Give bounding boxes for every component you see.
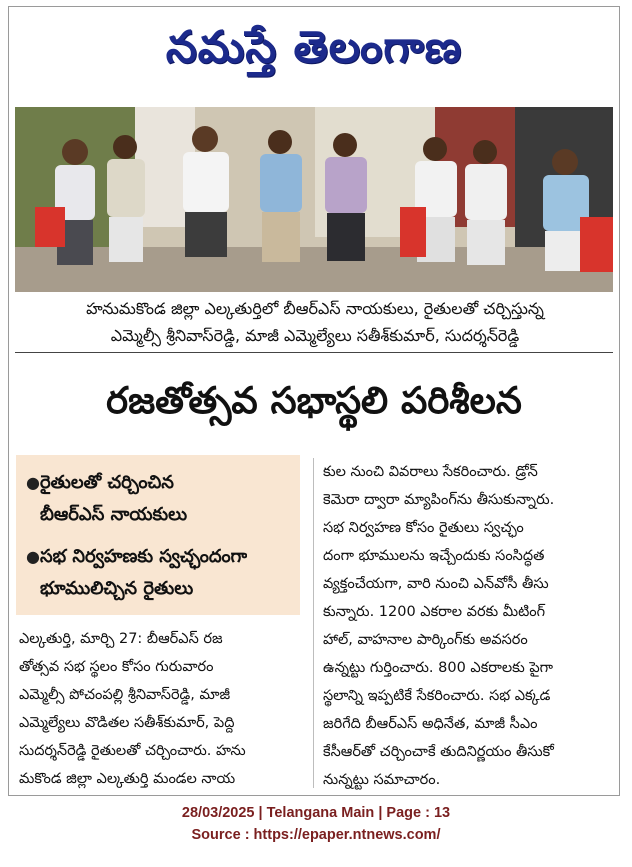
article-line: స్థలాన్ని ఇప్పటికే సేకరించారు. సభ ఎక్కడ (323, 688, 551, 704)
article-line: ఎమ్మెల్సీ పోచంపల్లి శ్రీనివాస్‌రెడ్డి, మాజీ (19, 687, 231, 703)
footer-source-link[interactable]: Source : https://epaper.ntnews.com/ (191, 827, 441, 843)
article-line: ఎమ్మెల్యేలు వొడితల సతీశ్‌కుమార్, పెద్ది (19, 715, 235, 731)
article-line: హాల్, వాహనాల పార్కింగ్‌కు అవసరం (323, 632, 528, 648)
article-line: తోత్సవ సభ స్థలం కోసం గురువారం (19, 659, 214, 675)
highlight-line: సభ నిర్వహణకు స్వచ్ఛందంగా (40, 546, 248, 567)
article-line: జరిగేది బీఆర్ఎస్ అధినేత, మాజీ సీఎం (323, 716, 538, 732)
article-line: ఎల్కతుర్తి, మార్చి 27: బీఆర్ఎస్ రజ (19, 631, 223, 647)
highlight-item (26, 541, 288, 605)
photo-caption (19, 295, 611, 349)
article-line: కేసీఆర్‌తో చర్చించాకే తుదినిర్ణయం తీసుకో (323, 744, 554, 760)
highlight-box (16, 455, 300, 615)
masthead-title: నమస్తే తెలంగాణ (165, 22, 463, 73)
column-divider (313, 458, 314, 788)
article-line: కున్నారు. 1200 ఎకరాల వరకు మీటింగ్ (323, 604, 546, 620)
news-photo (15, 107, 613, 292)
article-line: సుదర్శన్‌రెడ్డి రైతులతో చర్చించారు. హను (19, 743, 246, 759)
highlight-item (26, 467, 288, 531)
divider (15, 352, 613, 353)
bullet-icon: ● (26, 473, 40, 492)
footer (0, 802, 632, 846)
news-photo-illustration (15, 107, 613, 292)
headline: రజతోత్సవ సభాస్థలి పరిశీలన (106, 379, 522, 422)
footer-date-page: 28/03/2025 | Telangana Main | Page : 13 (181, 805, 451, 821)
article-line: ఉన్నట్టు గుర్తించారు. 800 ఎకరాలకు పైగా (323, 660, 554, 676)
highlight-line: బీఆర్ఎస్ నాయకులు (40, 504, 188, 525)
newspaper-clipping (8, 6, 620, 796)
highlight-line: భూములిచ్చిన రైతులు (40, 578, 194, 599)
article-line: సభ నిర్వహణ కోసం రైతులు స్వచ్ఛం (323, 520, 524, 536)
article-line: నున్నట్టు సమాచారం. (323, 772, 441, 788)
article-column-right (323, 458, 613, 794)
article-line: కెమెరా ద్వారా మ్యాపింగ్‌ను తీసుకున్నారు. (323, 492, 555, 508)
article-line: వ్యక్తంచేయగా, వారి నుంచి ఎన్‌వోసీ తీసు (323, 576, 549, 592)
article-line: కుల నుంచి వివరాలు సేకరించారు. డ్రోన్ (323, 464, 538, 480)
highlight-line: రైతులతో చర్చించిన (40, 472, 174, 493)
bullet-icon: ● (26, 547, 40, 566)
article-line: దంగా భూములను ఇచ్చేందుకు సంసిద్ధత (323, 548, 545, 564)
caption-line: ఎమ్మెల్సీ శ్రీనివాస్‌రెడ్డి, మాజీ ఎమ్మెల్యేలు సతీశ్‌కుమార్, సుదర్శన్‌రెడ్డి (110, 326, 520, 345)
article-line: మకొండ జిల్లా ఎల్కతుర్తి మండల నాయ (19, 771, 236, 787)
article-column-left (19, 625, 309, 793)
caption-line: హనుమకొండ జిల్లా ఎల్కతుర్తిలో బీఆర్ఎస్ నాయకులు, రైతులతో చర్చిస్తున్న (86, 299, 544, 318)
